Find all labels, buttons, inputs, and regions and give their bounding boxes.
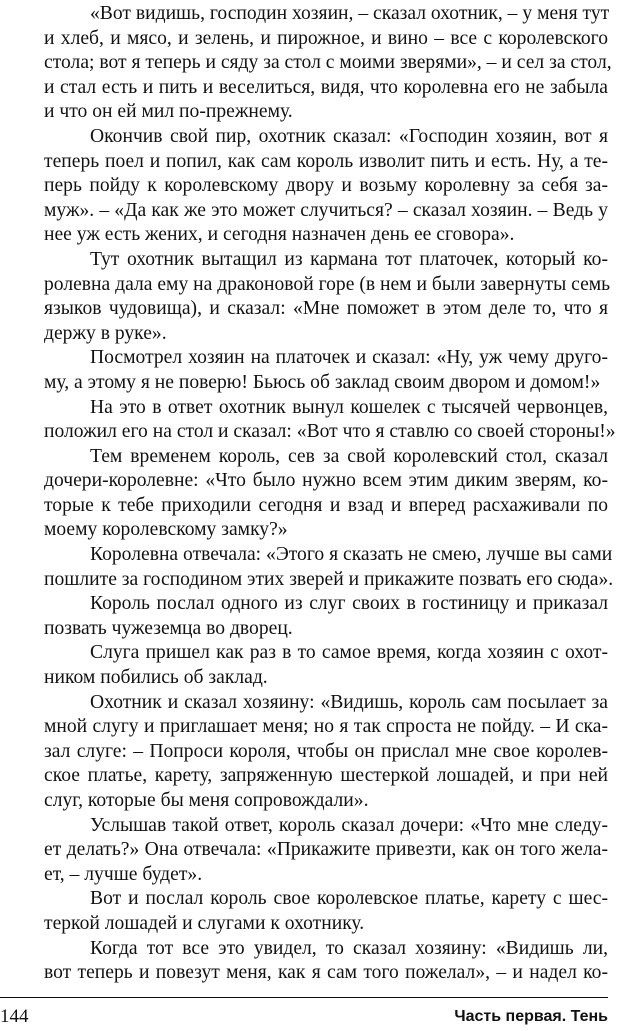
text-line: вот теперь и повезут меня, как я сам того пожелал», – и надел ко- (44, 962, 608, 984)
text-line: Окончив свой пир, охотник сказал: «Господин хозяин, вот я (90, 125, 608, 147)
text-line: зал слуге: – Попроси короля, чтобы он прислал мне свое королев- (44, 740, 608, 762)
text-line: ролевна дала ему на драконовой горе (в нем и были завернуты семь (44, 273, 611, 295)
page-number: 144 (0, 1006, 29, 1027)
text-line: Охотник и сказал хозяину: «Видишь, король сам посылает за (90, 691, 608, 713)
text-line: языков чудовища), и сказал: «Мне поможет в этом деле то, что я (44, 298, 608, 320)
text-line: ет делать?» Она отвечала: «Прикажите привезти, как он того желa- (44, 839, 608, 861)
footer-rule (0, 997, 608, 998)
text-line: и стал есть и пить и веселиться, видя, что королевна его не забыла (44, 76, 608, 98)
text-line: держу в руке». (44, 322, 167, 344)
text-line: На это в ответ охотник вынул кошелек с тысячей червонцев, (90, 396, 608, 418)
text-line: ником побились об заклад. (44, 667, 268, 689)
text-line: перь пойду к королевскому двору и возьму королевну за себя за- (44, 175, 608, 197)
page-text-block (44, 2, 616, 986)
text-line: слуг, которые бы меня сопровождали». (44, 790, 369, 811)
text-line: и хлеб, и мясо, и зелень, и пирожное, и вино – все с королевского (44, 27, 608, 49)
text-line: Тут охотник вытащил из кармана тот платочек, который ко- (90, 248, 608, 270)
text-line: пошлите за господином этих зверей и прикажите позвать его сюда». (44, 568, 614, 590)
text-line: теркой лошадей и слугами к охотнику. (44, 912, 365, 934)
text-line: муж». – «Да как же это может случиться? – сказал хозяин. – Ведь у (44, 199, 608, 221)
text-line: дочери-королевне: «Что было нужно всем этим диким зверям, ко- (44, 470, 608, 492)
text-line: торые к тебе приходили сегодня и взад и вперед расхаживали по (44, 494, 608, 516)
text-line: «Вот видишь, господин хозяин, – сказал охотник, – у меня тут (90, 3, 610, 24)
text-line: ское платье, карету, запряженную шестеркой лошадей, и при ней (44, 765, 608, 787)
text-line: Услышав такой ответ, король сказал дочери: «Что мне следу- (90, 814, 608, 836)
text-line: Посмотрел хозяин на платочек и сказал: «Ну, уж чему друго- (90, 347, 608, 369)
text-line: мной слугу и приглашает меня; но я так спроста не пойду. – И ска- (44, 716, 608, 738)
text-line: нее уж есть жених, и сегодня назначен день ее сговора». (44, 224, 515, 246)
text-line: му, а этому я не поверю! Бьюсь об заклад своим двором и домом!» (44, 371, 601, 393)
text-line: положил его на стол и сказал: «Вот что я ставлю со своей стороны!» (44, 421, 616, 443)
running-title: Часть первая. Тень (454, 1008, 608, 1025)
text-line: позвать чужеземца во дворец. (44, 617, 293, 639)
text-line: Тем временем король, сев за свой королевский стол, сказал (90, 445, 608, 467)
text-line: и что он ей мил по-прежнему. (44, 101, 293, 123)
text-line: ет, – лучше будет». (44, 863, 203, 885)
text-line: теперь поел и попил, как сам король изволит пить и есть. Ну, а те- (44, 150, 608, 172)
text-line: Вот и послал король свое королевское платье, карету с шес- (90, 888, 608, 910)
text-line: Королевна отвечала: «Этого я сказать не смею, лучше вы сами (90, 544, 613, 566)
text-line: моему королевскому замку?» (44, 519, 288, 541)
text-line: Когда тот все это увидел, то сказал хозяину: «Видишь ли, (90, 937, 608, 959)
text-line: Слуга пришел как раз в то самое время, когда хозяин с охот- (90, 642, 608, 664)
text-line: Король послал одного из слуг своих в гостиницу и приказал (90, 593, 608, 615)
text-line: стола; вот я теперь и сяду за стол с моими зверями», – и сел за стол, (44, 52, 612, 74)
